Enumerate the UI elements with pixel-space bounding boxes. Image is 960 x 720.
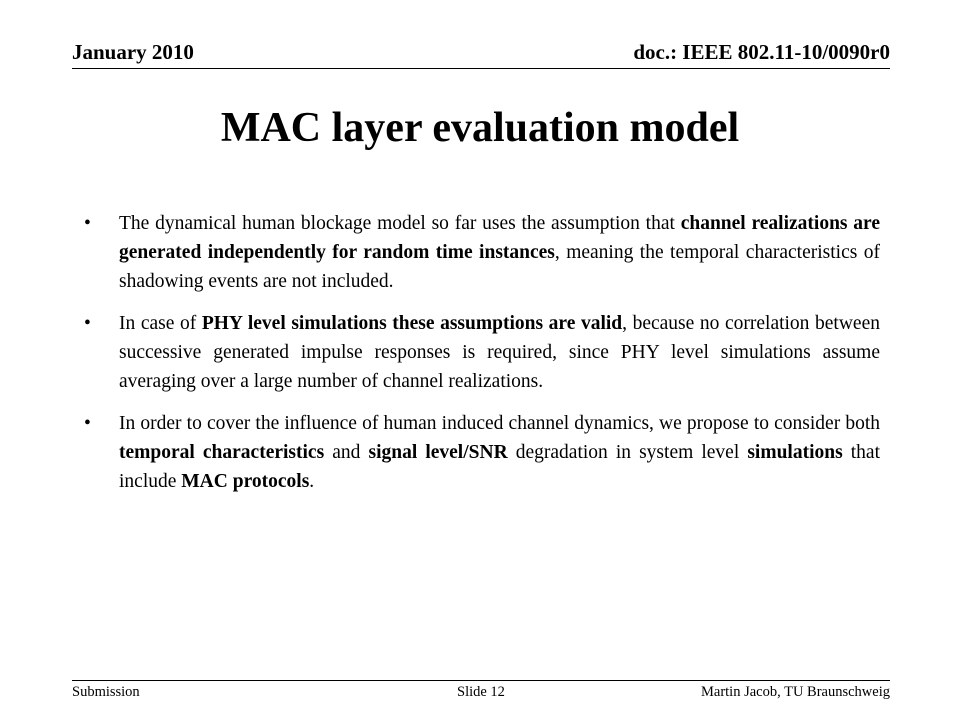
footer-slide-number: Slide 12 bbox=[457, 684, 505, 700]
bullet-text-bold: temporal characteristics bbox=[119, 442, 325, 463]
bullet-item bbox=[80, 409, 880, 496]
bullet-item bbox=[80, 309, 880, 396]
bullet-marker: • bbox=[84, 413, 91, 434]
bullet-text: that include bbox=[119, 442, 881, 492]
header-date: January 2010 bbox=[72, 40, 194, 64]
bullet-marker: • bbox=[84, 313, 91, 334]
bullet-text: In case of bbox=[119, 313, 202, 334]
bullet-text-bold: MAC protocols bbox=[181, 471, 310, 492]
bullet-list bbox=[80, 209, 880, 509]
bullet-text-bold: signal level/SNR bbox=[368, 442, 508, 463]
bullet-text: In order to cover the influence of human induced channel dynamics, we propose to consider both bbox=[119, 413, 880, 434]
bullet-text: The dynamical human blockage model so far uses the assumption that bbox=[119, 213, 681, 234]
footer-submission: Submission bbox=[72, 684, 140, 700]
bullet-text-bold: channel realizations are generated independently for random time instances bbox=[119, 213, 880, 263]
bullet-text: , meaning the temporal characteristics of shadowing events are not included. bbox=[119, 242, 880, 292]
bullet-text-bold: simulations bbox=[747, 442, 843, 463]
bullet-text: , because no correlation between successive generated impulse responses is required, since PHY level simulations assume averaging over a large number of channel realizations. bbox=[119, 313, 880, 392]
bullet-text-bold: PHY level simulations these assumptions are valid bbox=[201, 313, 623, 334]
slide-header bbox=[72, 38, 890, 69]
bullet-text: . bbox=[309, 471, 315, 492]
slide-footer bbox=[72, 680, 890, 705]
slide-title: MAC layer evaluation model bbox=[220, 105, 740, 151]
header-doc-id: doc.: IEEE 802.11-10/0090r0 bbox=[633, 40, 890, 64]
bullet-marker: • bbox=[84, 213, 91, 234]
bullet-text: degradation in system level bbox=[507, 442, 748, 463]
bullet-text: and bbox=[324, 442, 369, 463]
footer-author: Martin Jacob, TU Braunschweig bbox=[701, 684, 890, 700]
bullet-item bbox=[80, 209, 880, 296]
